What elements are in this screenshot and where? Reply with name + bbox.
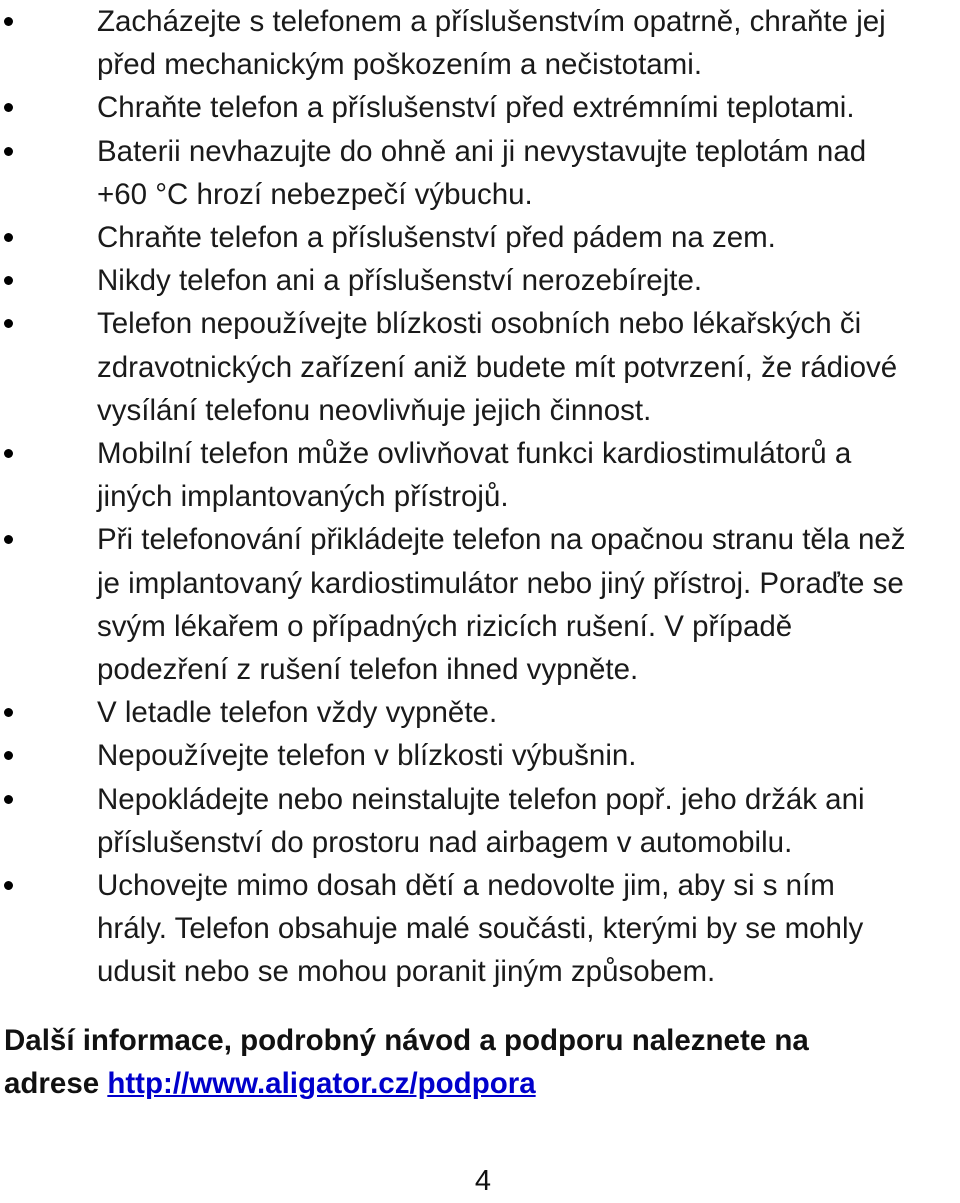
list-item — [0, 0, 960, 86]
list-item-text: Nepoužívejte telefon v blízkosti výbušnin. — [97, 739, 637, 773]
bullet-icon — [4, 147, 13, 156]
list-item-text: V letadle telefon vždy vypněte. — [97, 696, 498, 730]
bullet-icon — [4, 751, 13, 760]
bullet-icon — [4, 881, 13, 890]
list-item-text: Uchovejte mimo dosah dětí a nedovolte jim, aby si s ním hrály. Telefon obsahuje malé součásti, kterými by se mohly udusit nebo se mohou poranit jiným způsobem. — [97, 869, 864, 989]
list-item-text: Chraňte telefon a příslušenství před pádem na zem. — [97, 221, 776, 255]
list-item — [0, 216, 960, 259]
support-info-paragraph — [4, 1019, 954, 1105]
list-item-text: Nepokládejte nebo neinstalujte telefon popř. jeho držák ani příslušenství do prostoru nad airbagem v automobilu. — [97, 782, 865, 859]
bullet-icon — [4, 708, 13, 717]
support-info-text: Další informace, podrobný návod a podporu naleznete na adrese — [4, 1024, 809, 1101]
bullet-icon — [4, 17, 13, 26]
bullet-icon — [4, 276, 13, 285]
list-item — [0, 691, 960, 734]
bullet-icon — [4, 103, 13, 112]
list-item-text: Chraňte telefon a příslušenství před extrémními teplotami. — [97, 91, 855, 125]
list-item-text: Nikdy telefon ani a příslušenství nerozebírejte. — [97, 264, 703, 298]
list-item-text: Baterii nevhazujte do ohně ani ji nevystavujte teplotám nad +60 °C hrozí nebezpečí výbuchu. — [97, 134, 867, 211]
list-item — [0, 259, 960, 302]
bullet-icon — [4, 535, 13, 544]
bullet-icon — [4, 449, 13, 458]
list-item — [0, 518, 960, 691]
support-link[interactable]: http://www.aligator.cz/podpora — [107, 1067, 536, 1101]
bullet-icon — [4, 233, 13, 242]
bullet-icon — [4, 319, 13, 328]
bullet-icon — [4, 795, 13, 804]
list-item-text: Telefon nepoužívejte blízkosti osobních nebo lékařských či zdravotnických zařízení aniž budete mít potvrzení, že rádiové vysílání telefonu neovlivňuje jejich činnost. — [97, 307, 898, 427]
list-item — [0, 432, 960, 518]
list-item — [0, 302, 960, 432]
list-item — [0, 86, 960, 129]
list-item — [0, 778, 960, 864]
list-item-text: Zacházejte s telefonem a příslušenstvím opatrně, chraňte jej před mechanickým poškozením a nečistotami. — [97, 5, 886, 82]
page-number: 4 — [474, 1165, 492, 1197]
list-item-text: Při telefonování přikládejte telefon na opačnou stranu těla než je implantovaný kardiostimulátor nebo jiný přístroj. Poraďte se svým lékařem o případných rizicích rušení. V případě podezření z rušení telefon ihned vypněte. — [97, 523, 906, 687]
list-item — [0, 130, 960, 216]
list-item — [0, 864, 960, 994]
list-item — [0, 734, 960, 777]
list-item-text: Mobilní telefon může ovlivňovat funkci kardiostimulátorů a jiných implantovaných přístrojů. — [97, 437, 852, 514]
